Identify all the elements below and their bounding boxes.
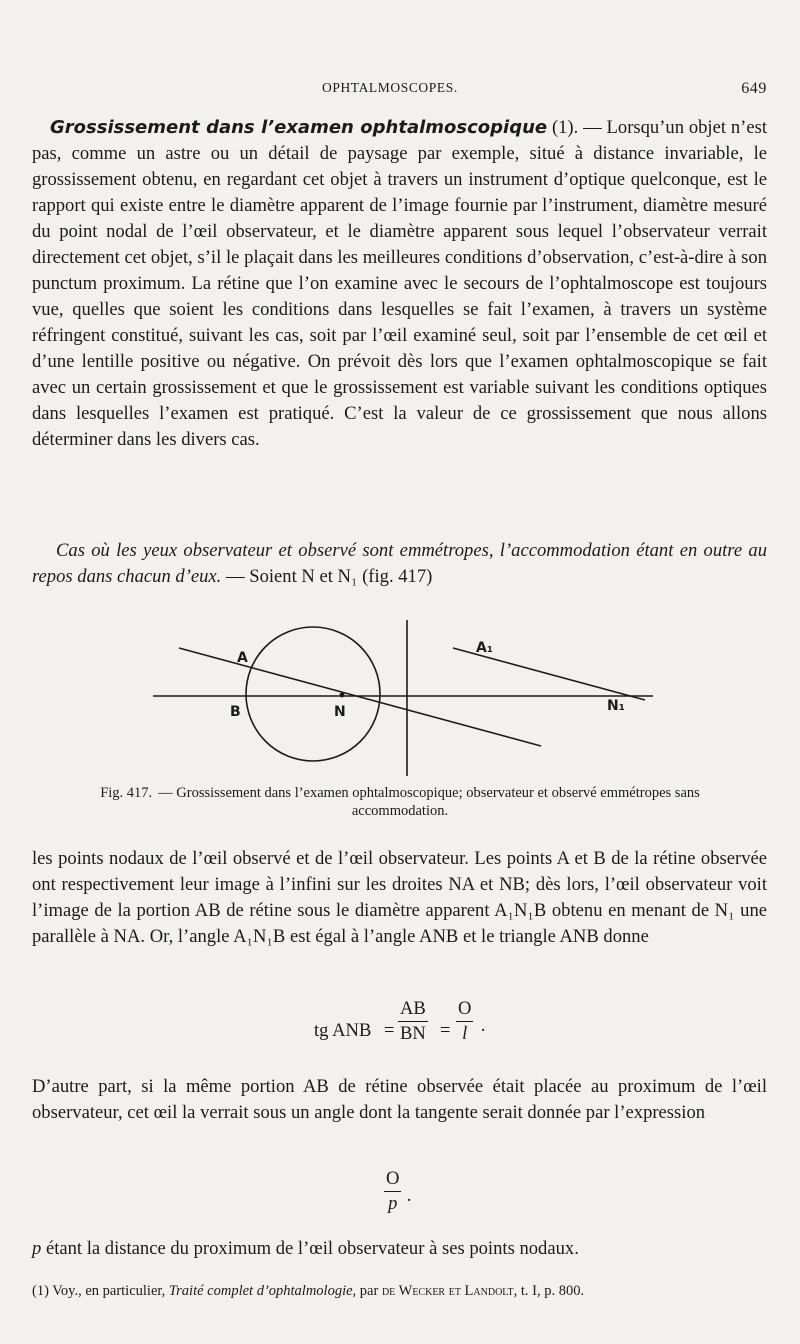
paragraph-p-distance xyxy=(32,1236,767,1262)
fraction-o-p xyxy=(384,1168,401,1215)
fraction-bar xyxy=(384,1191,401,1192)
variable-p: p xyxy=(32,1238,42,1259)
formula-o-over-p xyxy=(380,1168,420,1228)
section-lead-title: Grossissement dans l’examen ophtalmoscopique xyxy=(50,117,548,138)
paragraph-body: étant la distance du proximum de l’œil observateur à ses points nodaux. xyxy=(41,1238,579,1259)
book-title: Traité complet d’ophtalmologie xyxy=(168,1283,353,1299)
ray-NA xyxy=(179,648,541,746)
label-N: N xyxy=(334,704,346,720)
figure-417 xyxy=(145,618,655,778)
numerator: AB xyxy=(400,998,426,1019)
fraction-bar xyxy=(456,1021,473,1022)
paragraph-grossissement xyxy=(32,115,767,453)
fraction-o-l xyxy=(456,998,473,1045)
footnote-reference: (1). xyxy=(547,117,579,138)
figure-caption xyxy=(70,784,730,820)
formula-prefix: tg ANB xyxy=(314,1020,372,1041)
formula-tangent-anb xyxy=(300,998,500,1058)
paragraph-case-emmetropes xyxy=(32,538,767,590)
caption-text: — Grossissement dans l’examen ophtalmoscopique; observateur et observé emmétropes sans accommodation. xyxy=(158,785,700,819)
footnote xyxy=(32,1282,772,1301)
equals-sign: = xyxy=(384,1020,395,1041)
nodal-point-dot xyxy=(340,693,345,698)
footnote-text: , par xyxy=(352,1283,382,1299)
formula-end: · xyxy=(406,1190,413,1211)
formula-end: · xyxy=(480,1020,487,1041)
equals-sign: = xyxy=(440,1020,451,1041)
case-heading: Cas où les yeux observateur et observé sont emmétropes, l’accommodation étant en outre au repos dans chacun d’eux. xyxy=(32,540,767,587)
running-title: OPHTALMOSCOPES. xyxy=(322,80,458,95)
footnote-text: , t. I, p. 800. xyxy=(513,1283,585,1299)
label-A: A xyxy=(237,650,248,666)
footnote-text: Voy., en particulier, xyxy=(48,1283,169,1299)
paragraph-nodal-points: les points nodaux de l’œil observé et de l’œil observateur. Les points A et B de la rétine observée ont respectivement leur image à l’infini sur les droites NA et NB; dès lors, l’œil observateur voit l’image de la portion AB de rétine sous le diamètre apparent A₁N₁B obtenu en menant de N₁ une parallèle à NA. Or, l’angle A₁N₁B est égal à l’angle ANB et le triangle ANB donne xyxy=(32,848,767,947)
figure-number: Fig. 417. xyxy=(100,785,153,801)
fraction-bar xyxy=(398,1021,428,1022)
footnote-mark: (1) xyxy=(32,1283,49,1299)
numerator: O xyxy=(386,1168,400,1189)
denominator: p xyxy=(388,1193,398,1214)
label-B: B xyxy=(230,704,241,720)
page-header xyxy=(32,80,767,104)
denominator: l xyxy=(462,1023,468,1044)
label-A1: A₁ xyxy=(476,640,493,656)
fraction-ab-bn xyxy=(398,998,428,1045)
page-number: 649 xyxy=(741,80,767,97)
paragraph-body: — Soient N et N₁ (fig. 417) xyxy=(221,566,433,587)
paragraph-proximum: D’autre part, si la même portion AB de rétine observée était placée au proximum de l’œil observateur, cet œil la verrait sous un angle dont la tangente serait donnée par l’expression xyxy=(32,1076,767,1123)
label-N1: N₁ xyxy=(607,698,625,714)
optical-diagram xyxy=(145,618,655,778)
paragraph-body: — Lorsqu’un objet n’est pas, comme un astre ou un détail de paysage par exemple, situé à distance invariable, le grossissement obtenu, en regardant cet objet à travers un instrument d’optique quelconque, est le rapport qui existe entre le diamètre apparent de l’image fournie par l’instrument, diamètre mesuré du point nodal de l’œil observateur, et le diamètre apparent sous lequel l’observateur verrait directement cet objet, s’il le plaçait dans les meilleures conditions d’observation, c’est-à-dire à son punctum proximum. La rétine que l’on examine avec le secours de l’ophtalmoscope est toujours vue, quelles que soient les conditions dans lesquelles se fait l’examen, à travers un système réfringent constitué, suivant les cas, soit par l’œil examiné seul, soit par l’ensemble de cet œil et d’une lentille positive ou négative. On prévoit dès lors que l’examen ophtalmoscopique se fait avec un certain grossissement et que le grossissement est variable suivant les conditions optiques dans lesquelles l’examen est pratiqué. C’est la valeur de ce grossissement que nous allons déterminer dans les divers cas. xyxy=(32,117,767,450)
authors: de Wecker et Landolt xyxy=(381,1283,514,1299)
numerator: O xyxy=(458,998,472,1019)
denominator: BN xyxy=(400,1023,426,1044)
eye-circle xyxy=(246,627,380,761)
